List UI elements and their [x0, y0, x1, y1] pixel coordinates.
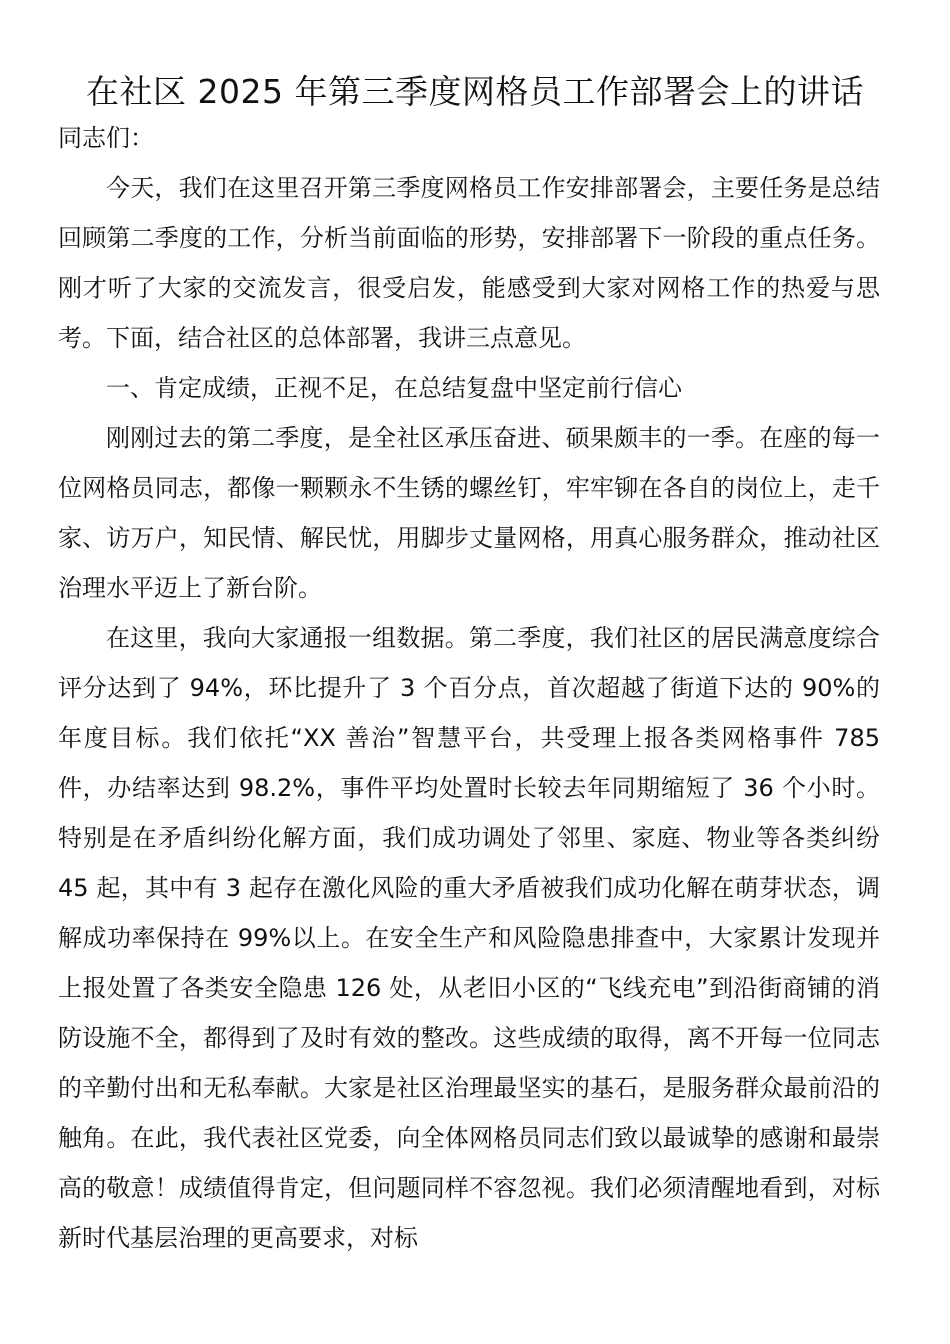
- document-body: [58, 113, 880, 1263]
- paragraph-review: 刚刚过去的第二季度，是全社区承压奋进、硕果颇丰的一季。在座的每一位网格员同志，都像一颗颗永不生锈的螺丝钉，牢牢铆在各自的岗位上，走千家、访万户，知民情、解民忧，用脚步丈量网格，用真心服务群众，推动社区治理水平迈上了新台阶。: [58, 424, 880, 602]
- paragraph-statistics: 在这里，我向大家通报一组数据。第二季度，我们社区的居民满意度综合评分达到了 94%，环比提升了 3 个百分点，首次超越了街道下达的 90%的年度目标。我们依托“XX 善治”智慧平台，共受理上报各类网格事件 785 件，办结率达到 98.2%，事件平均处置时长较去年同期缩短了 36 个小时。特别是在矛盾纠纷化解方面，我们成功调处了邻里、家庭、物业等各类纠纷 45 起，其中有 3 起存在激化风险的重大矛盾被我们成功化解在萌芽状态，调解成功率保持在 99%以上。在安全生产和风险隐患排查中，大家累计发现并上报处置了各类安全隐患 126 处，从老旧小区的“飞线充电”到沿街商铺的消防设施不全，都得到了及时有效的整改。这些成绩的取得，离不开每一位同志的辛勤付出和无私奉献。大家是社区治理最坚实的基石，是服务群众最前沿的触角。在此，我代表社区党委，向全体网格员同志们致以最诚挚的感谢和最崇高的敬意！成绩值得肯定，但问题同样不容忽视。我们必须清醒地看到，对标新时代基层治理的更高要求，对标: [58, 624, 880, 1252]
- paragraph-intro: 今天，我们在这里召开第三季度网格员工作安排部署会，主要任务是总结回顾第二季度的工作，分析当前面临的形势，安排部署下一阶段的重点任务。刚才听了大家的交流发言，很受启发，能感受到大家对网格工作的热爱与思考。下面，结合社区的总体部署，我讲三点意见。: [58, 174, 880, 352]
- section-heading-1: 一、肯定成绩，正视不足，在总结复盘中坚定前行信心: [106, 374, 682, 402]
- document-title: 在社区 2025 年第三季度网格员工作部署会上的讲话: [86, 72, 864, 111]
- salutation: 同志们：: [58, 124, 154, 152]
